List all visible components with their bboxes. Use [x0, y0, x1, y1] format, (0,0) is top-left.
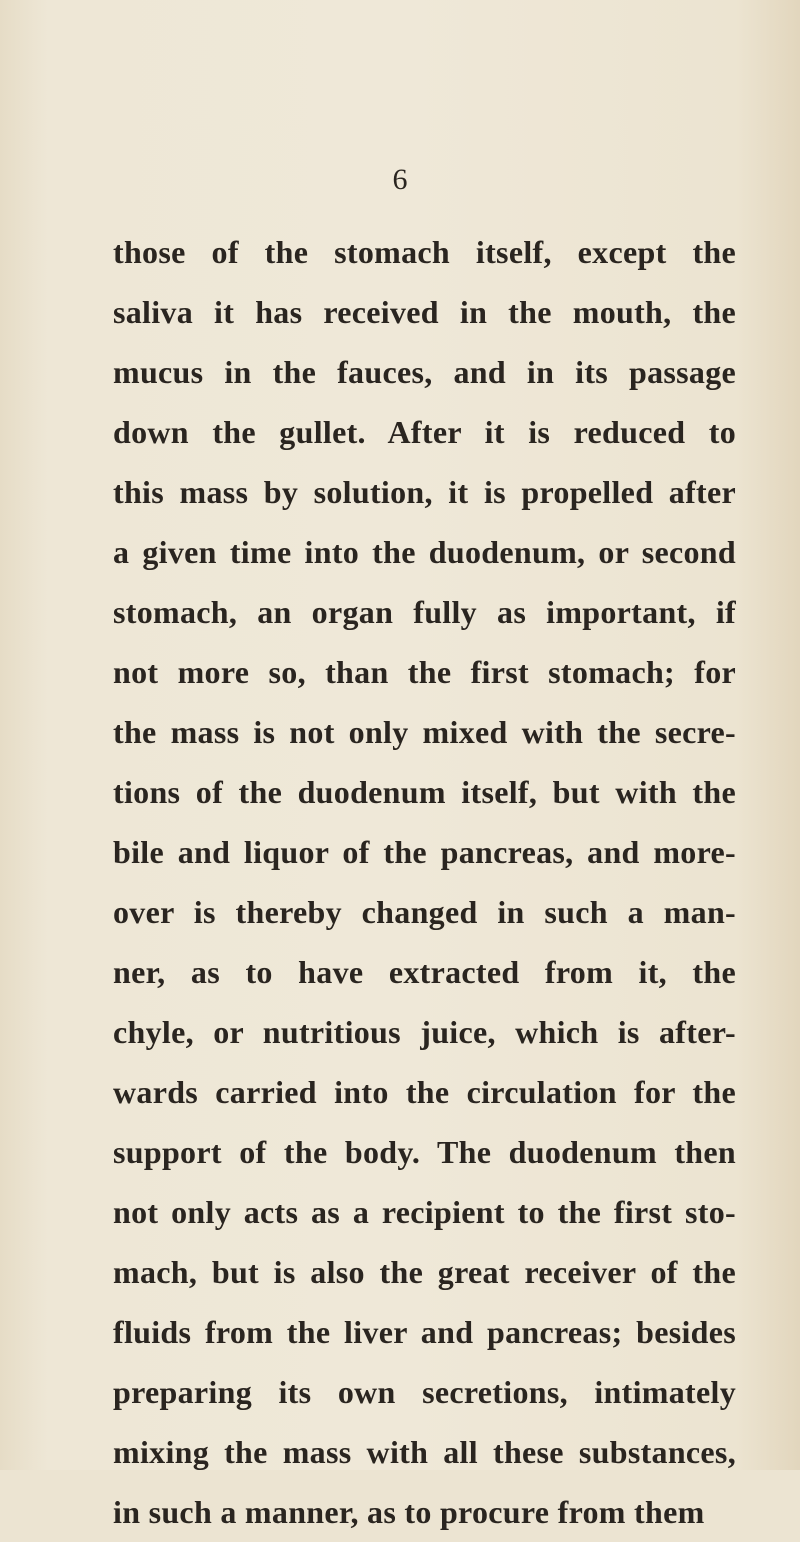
text-line: stomach, an organ fully as important, if [113, 594, 736, 630]
text-line: fluids from the liver and pancreas; besides [113, 1314, 736, 1350]
text-line: tions of the duodenum itself, but with the [113, 774, 736, 810]
text-line: support of the body. The duodenum then [113, 1134, 736, 1170]
text-line: down the gullet. After it is reduced to [113, 414, 736, 450]
text-line: a given time into the duodenum, or second [113, 534, 736, 570]
text-line: not only acts as a recipient to the first sto- [113, 1194, 736, 1230]
text-line: saliva it has received in the mouth, the [113, 294, 736, 330]
text-line: bile and liquor of the pancreas, and more- [113, 834, 736, 870]
page-number: 6 [392, 163, 408, 196]
text-line: this mass by solution, it is propelled after [113, 474, 736, 510]
text-line: the mass is not only mixed with the secre- [113, 714, 736, 750]
text-line: chyle, or nutritious juice, which is after- [113, 1014, 736, 1050]
text-line: wards carried into the circulation for the [113, 1074, 736, 1110]
body-text [113, 222, 736, 1542]
text-line: mach, but is also the great receiver of the [113, 1254, 736, 1290]
text-line: mixing the mass with all these substances, [113, 1434, 736, 1470]
text-line: in such a manner, as to procure from them [113, 1494, 705, 1530]
text-line: ner, as to have extracted from it, the [113, 954, 736, 990]
text-line: not more so, than the first stomach; for [113, 654, 736, 690]
text-line: over is thereby changed in such a man- [113, 894, 736, 930]
text-line: preparing its own secretions, intimately [113, 1374, 736, 1410]
text-line: those of the stomach itself, except the [113, 234, 736, 270]
text-line: mucus in the fauces, and in its passage [113, 354, 736, 390]
